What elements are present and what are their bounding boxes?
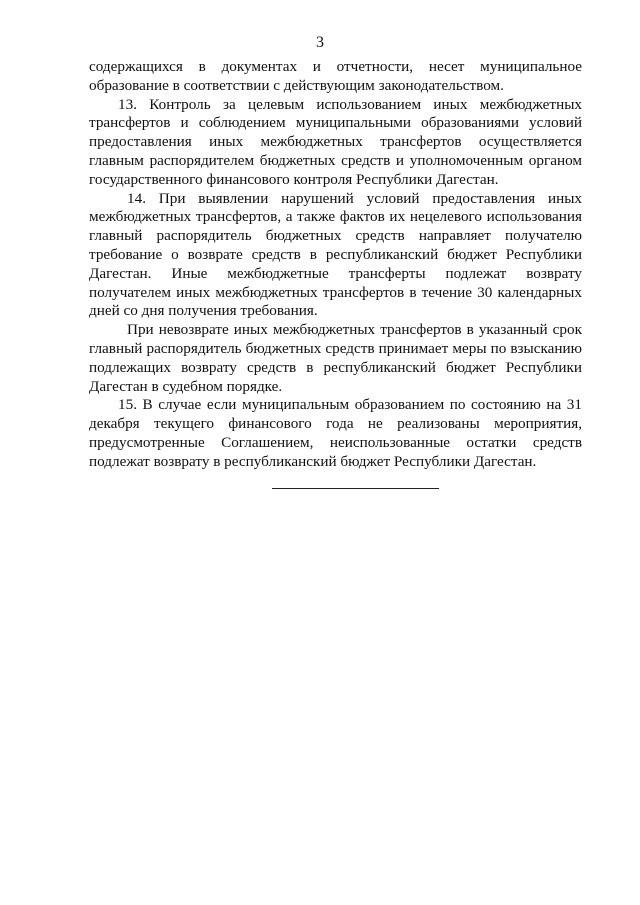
paragraph-non-return: При невозврате иных межбюджетных трансфертов в указанный срок главный распорядитель бюджетных средств принимает меры по взысканию подлежащих возврату средств в республиканский бюджет Республики Дагестан в судебном порядке. (89, 321, 582, 395)
paragraph-14: 14. При выявлении нарушений условий предоставления иных межбюджетных трансфертов, а также фактов их нецелевого использования главный распорядитель бюджетных средств направляет получателю требование о возврате средств в республиканский бюджет Республики Дагестан. Иные межбюджетные трансферты подлежат возврату получателем иных межбюджетных трансфертов в течение 30 календарных дней со дня получения требования. (89, 189, 582, 320)
paragraph-13: 13. Контроль за целевым использованием иных межбюджетных трансфертов и соблюдением муниципальными образованиями условий предоставления иных межбюджетных трансфертов осуществляется главным распорядителем бюджетных средств и уполномоченным органом государственного финансового контроля Республики Дагестан. (89, 95, 582, 188)
paragraph-continuation: содержащихся в документах и отчетности, несет муниципальное образование в соответствии с действующим законодательством. (89, 58, 582, 94)
page-number: 3 (316, 34, 324, 51)
document-body (89, 58, 582, 472)
paragraph-15: 15. В случае если муниципальным образованием по состоянию на 31 декабря текущего финансового года не реализованы мероприятия, предусмотренные Соглашением, неиспользованные остатки средств подлежат возврату в республиканский бюджет Республики Дагестан. (89, 396, 582, 470)
end-divider-line (272, 488, 439, 489)
